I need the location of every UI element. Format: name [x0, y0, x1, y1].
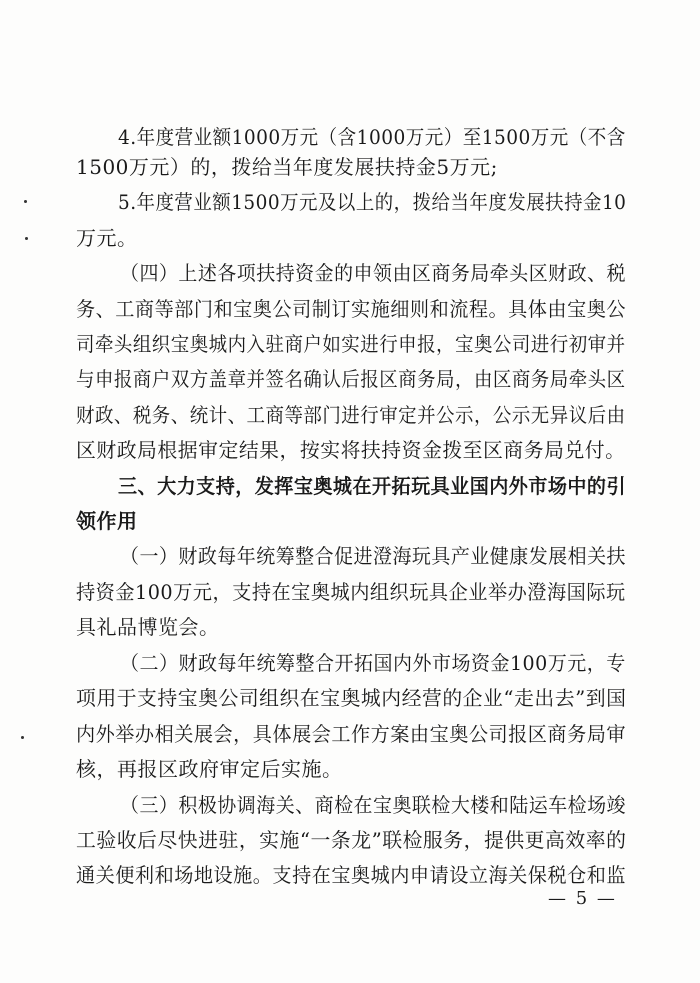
page-number: — 5 —	[548, 888, 617, 909]
section-heading: 领作用	[76, 509, 138, 533]
text-line: 1500万元）的，拨给当年度发展扶持金5万元;	[76, 155, 498, 179]
scan-speck	[24, 200, 27, 203]
section-heading: 三、大力支持，发挥宝奥城在开拓玩具业国内外市场中的引	[118, 474, 626, 498]
scan-speck	[21, 736, 24, 739]
text-line: （二）财政每年统筹整合开拓国内外市场资金100万元，专	[120, 651, 626, 675]
text-line: 核，再报区政府审定后实施。	[76, 757, 343, 781]
text-line: 工验收后尽快进驻，实施“一条龙”联检服务，提供更高效率的	[76, 828, 627, 852]
scan-speck	[25, 237, 28, 240]
text-line: 与申报商户双方盖章并签名确认后报区商务局，由区商务局牵头区	[76, 367, 626, 391]
text-line: 5.年度营业额1500万元及以上的，拨给当年度发展扶持金10	[118, 190, 627, 214]
text-line: 司牵头组织宝奥城内入驻商户如实进行申报，宝奥公司进行初审并	[76, 332, 626, 356]
text-line: 务、工商等部门和宝奥公司制订实施细则和流程。具体由宝奥公	[76, 297, 626, 321]
text-line: 具礼品博览会。	[76, 615, 220, 639]
text-line: 持资金100万元，支持在宝奥城内组织玩具企业举办澄海国际玩	[76, 580, 626, 604]
text-line: （四）上述各项扶持资金的申领由区商务局牵头区财政、税	[120, 261, 626, 285]
text-line: 财政、税务、统计、工商等部门进行审定并公示，公示无异议后由	[76, 403, 626, 427]
text-line: 4.年度营业额1000万元（含1000万元）至1500万元（不含	[118, 125, 626, 149]
text-line: 万元。	[76, 226, 138, 250]
text-line: 内外举办相关展会，具体展会工作方案由宝奥公司报区商务局审	[76, 722, 626, 746]
text-line: 区财政局根据审定结果，按实将扶持资金拨至区商务局兑付。	[76, 438, 626, 462]
text-line: （三）积极协调海关、商检在宝奥联检大楼和陆运车检场竣	[120, 793, 626, 817]
text-line: 项用于支持宝奥公司组织在宝奥城内经营的企业“走出去”到国	[76, 686, 627, 710]
text-line: 通关便利和场地设施。支持在宝奥城内申请设立海关保税仓和监	[76, 863, 626, 887]
text-line: （一）财政每年统筹整合促进澄海玩具产业健康发展相关扶	[120, 544, 626, 568]
